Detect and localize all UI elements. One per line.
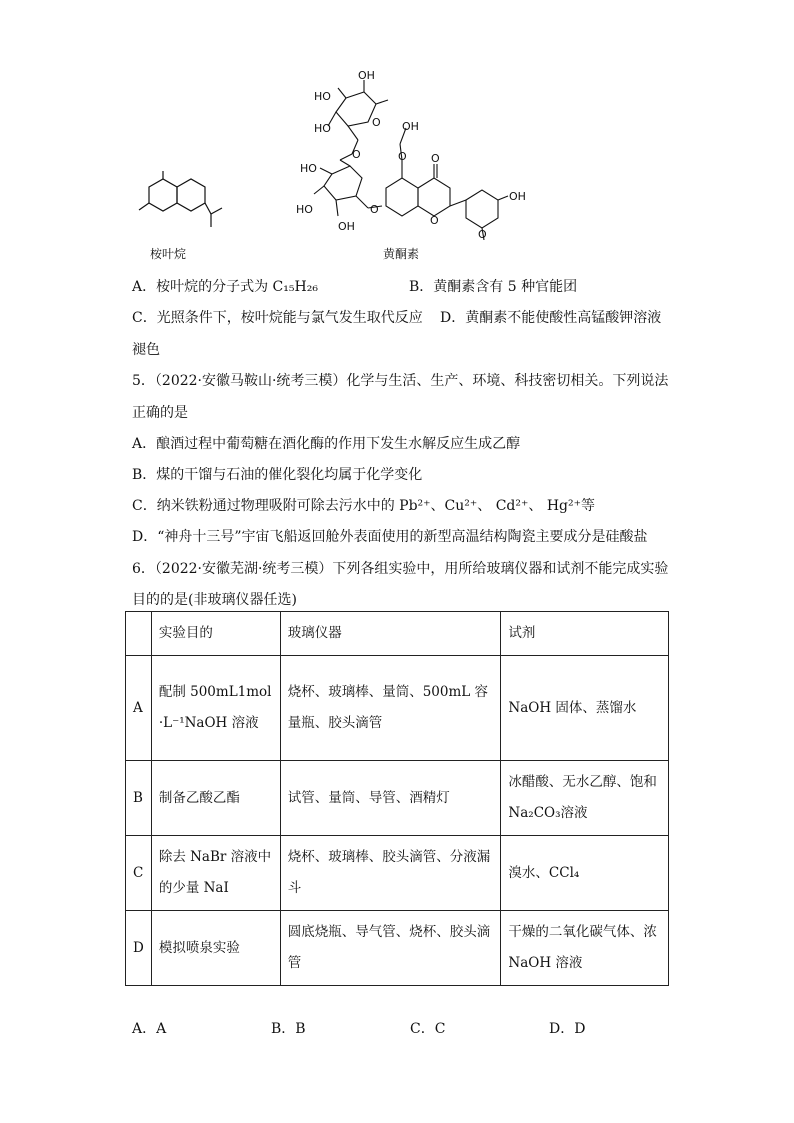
atom-label: O [431, 152, 440, 165]
atom-label: OH [338, 220, 355, 233]
q5-stem-continued: 正确的是 [132, 405, 188, 421]
q6-stem-continued: 目的的是(非玻璃仪器任选) [132, 592, 297, 608]
q4-option-a: A．桉叶烷的分子式为 C₁₅H₂₆ [132, 279, 318, 295]
atom-label: O [372, 116, 381, 129]
header-cell: 实验目的 [151, 612, 280, 656]
row-key: A [126, 656, 152, 761]
atom-label: OH [402, 120, 419, 133]
row-key: C [126, 836, 152, 911]
flavone-label: 黄酮素 [383, 247, 420, 261]
experiment-table [125, 611, 669, 986]
header-cell: 玻璃仪器 [280, 612, 501, 656]
q5-option-a: A．酿酒过程中葡萄糖在酒化酶的作用下发生水解反应生成乙醇 [132, 436, 521, 452]
q4-option-b: B．黄酮素含有 5 种官能团 [409, 279, 578, 295]
glassware-cell: 烧杯、玻璃棒、胶头滴管、分液漏斗 [280, 836, 501, 911]
atom-label: HO [314, 122, 331, 135]
q6-answer-a: A．A [132, 1021, 167, 1037]
purpose-cell: 配制 500mL1mol·L⁻¹NaOH 溶液 [151, 656, 280, 761]
atom-label: HO [314, 90, 331, 103]
eucalyptane-structure [125, 170, 235, 240]
purpose-cell: 除去 NaBr 溶液中的少量 NaI [151, 836, 280, 911]
atom-label: OH [509, 190, 526, 203]
row-key: B [126, 761, 152, 836]
q6-stem: 6．（2022·安徽芜湖·统考三模）下列各组实验中，用所给玻璃仪器和试剂不能完成实验 [132, 561, 669, 577]
q5-option-d: D．“神舟十三号”宇宙飞船返回舱外表面使用的新型高温结构陶瓷主要成分是硅酸盐 [132, 529, 648, 545]
atom-label: HO [300, 162, 317, 175]
atom-label: O [430, 214, 439, 227]
table-header-row [126, 612, 669, 656]
atom-label: O [478, 228, 487, 240]
q5-option-c: C．纳米铁粉通过物理吸附可除去污水中的 Pb²⁺、Cu²⁺、 Cd²⁺、 Hg²⁺等 [132, 498, 596, 514]
reagent-cell: 干燥的二氧化碳气体、浓 NaOH 溶液 [501, 911, 669, 986]
reagent-cell: NaOH 固体、蒸馏水 [501, 656, 669, 761]
table-row [126, 911, 669, 986]
row-key: D [126, 911, 152, 986]
flavone-glycoside-structure [292, 68, 532, 240]
q6-answer-b: B．B [271, 1021, 306, 1037]
q6-answer-c: C．C [410, 1021, 446, 1037]
table-row [126, 836, 669, 911]
atom-label: O [352, 148, 361, 161]
glassware-cell: 圆底烧瓶、导气管、烧杯、胶头滴管 [280, 911, 501, 986]
atom-label: O [370, 203, 379, 216]
glassware-cell: 试管、量筒、导管、酒精灯 [280, 761, 501, 836]
glassware-cell: 烧杯、玻璃棒、量筒、500mL 容量瓶、胶头滴管 [280, 656, 501, 761]
header-cell: 试剂 [501, 612, 669, 656]
q4-option-d: D．黄酮素不能使酸性高锰酸钾溶液 [440, 310, 662, 326]
atom-label: OH [358, 69, 375, 82]
atom-label: HO [296, 203, 313, 216]
header-cell [126, 612, 152, 656]
atom-label: O [398, 150, 407, 163]
q5-stem: 5．（2022·安徽马鞍山·统考三模）化学与生活、生产、环境、科技密切相关。下列说法 [132, 373, 669, 389]
reagent-cell: 冰醋酸、无水乙醇、饱和 Na₂CO₃溶液 [501, 761, 669, 836]
table-row [126, 656, 669, 761]
q4-option-d-continued: 褪色 [132, 342, 160, 358]
q6-answer-d: D．D [549, 1021, 586, 1037]
q4-option-c: C．光照条件下，桉叶烷能与氯气发生取代反应 [132, 310, 423, 326]
q5-option-b: B．煤的干馏与石油的催化裂化均属于化学变化 [132, 467, 423, 483]
reagent-cell: 溴水、CCl₄ [501, 836, 669, 911]
eucalyptane-label: 桉叶烷 [150, 247, 187, 261]
table-row [126, 761, 669, 836]
purpose-cell: 模拟喷泉实验 [151, 911, 280, 986]
purpose-cell: 制备乙酸乙酯 [151, 761, 280, 836]
